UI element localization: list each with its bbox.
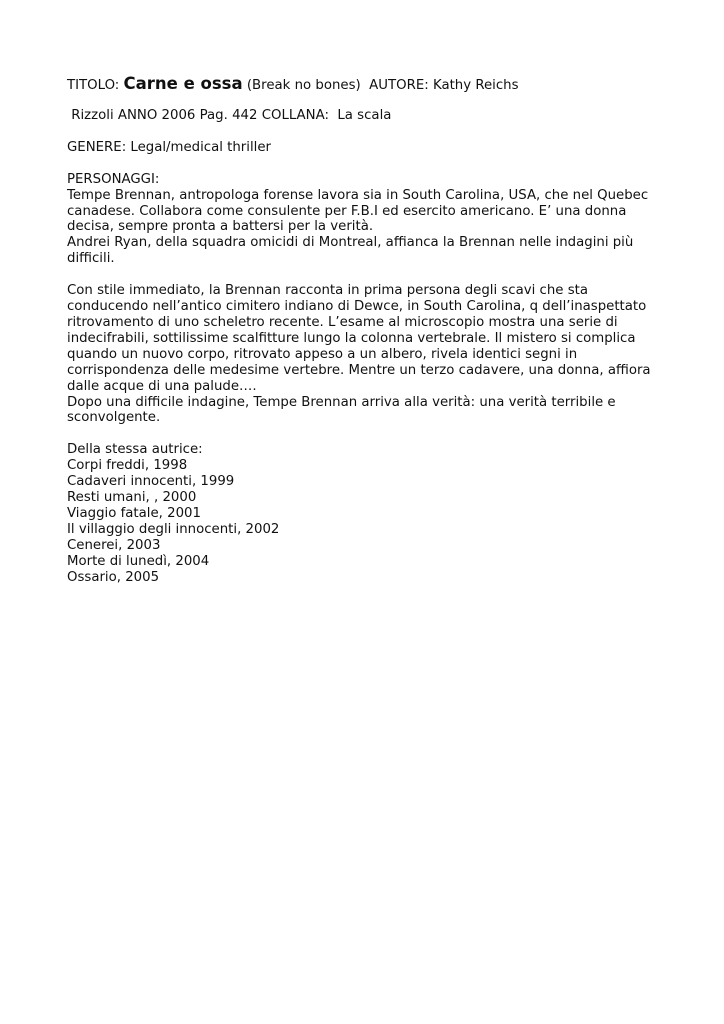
publication-text: Rizzoli ANNO 2006 Pag. 442 COLLANA: La scala — [67, 107, 392, 123]
other-works-section — [67, 442, 667, 585]
other-work-item: Ossario, 2005 — [67, 569, 160, 585]
plot-line: Dopo una difficile indagine, Tempe Brennan arriva alla verità: una verità terribile e — [67, 394, 616, 410]
other-works-heading: Della stessa autrice: — [67, 442, 203, 458]
characters-line: Tempe Brennan, antropologa forense lavora sia in South Carolina, USA, che nel Quebec — [67, 187, 649, 203]
plot-line: sconvolgente. — [67, 410, 161, 426]
plot-line: conducendo nell’antico cimitero indiano di Dewce, in South Carolina, q dell’inaspettato — [67, 299, 647, 315]
other-work-item: Cenerei, 2003 — [67, 537, 161, 553]
other-work-item: Morte di lunedì, 2004 — [67, 553, 210, 569]
plot-line: dalle acque di una palude…. — [67, 378, 257, 394]
other-work-item: Viaggio fatale, 2001 — [67, 505, 201, 521]
characters-line: difficili. — [67, 251, 115, 267]
characters-line: Andrei Ryan, della squadra omicidi di Montreal, affianca la Brennan nelle indagini più — [67, 235, 634, 251]
genre-text: GENERE: Legal/medical thriller — [67, 139, 272, 155]
characters-heading: PERSONAGGI: — [67, 171, 160, 187]
other-work-item: Resti umani, , 2000 — [67, 490, 197, 506]
book-title: Carne e ossa — [123, 74, 243, 93]
plot-line: corrispondenza delle medesime vertebre. Mentre un terzo cadavere, una donna, affiora — [67, 362, 651, 378]
characters-line: canadese. Collabora come consulente per F.B.I ed esercito americano. E’ una donna — [67, 203, 627, 219]
characters-section — [67, 172, 667, 267]
plot-line: quando un nuovo corpo, ritrovato appeso a un albero, rivela identici segni in — [67, 346, 578, 362]
original-title: (Break no bones) — [246, 78, 361, 93]
document-page — [67, 76, 667, 585]
plot-line: Con stile immediato, la Brennan racconta in prima persona degli scavi che sta — [67, 283, 588, 299]
title-line — [67, 76, 667, 94]
genre-line — [67, 140, 667, 156]
plot-line: ritrovamento di uno scheletro recente. L’esame al microscopio mostra una serie di — [67, 314, 618, 330]
characters-line: decisa, sempre pronta a battersi per la verità. — [67, 219, 374, 235]
author-label: AUTORE: — [369, 78, 429, 93]
other-work-item: Corpi freddi, 1998 — [67, 458, 188, 474]
author-name: Kathy Reichs — [432, 78, 519, 93]
other-work-item: Cadaveri innocenti, 1999 — [67, 474, 235, 490]
plot-line: indecifrabili, sottilissime scalfitture lungo la colonna vertebrale. Il mistero si complica — [67, 330, 636, 346]
publication-line — [67, 108, 667, 124]
title-label: TITOLO: — [67, 78, 120, 93]
plot-section — [67, 283, 667, 426]
other-work-item: Il villaggio degli innocenti, 2002 — [67, 521, 280, 537]
